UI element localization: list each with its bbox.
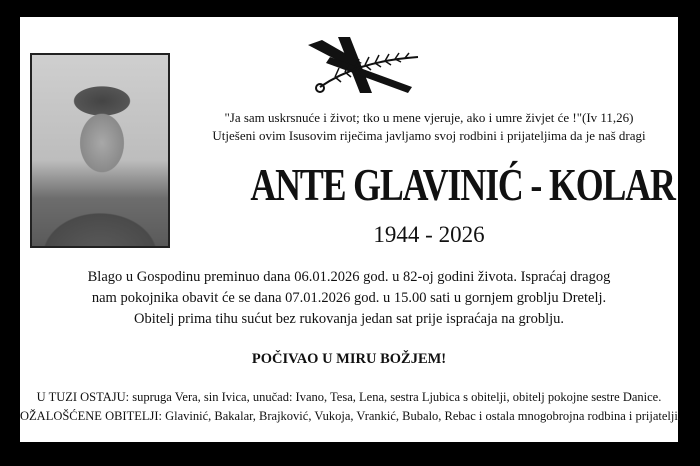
cross-with-palm-branch-icon — [300, 35, 420, 97]
body-line: Blago u Gospodinu preminuo dana 06.01.2026 god. u 82-oj godini života. Ispraćaj dragog — [87, 269, 611, 285]
obituary-card — [20, 17, 681, 442]
announcement-line: Utješeni ovim Isusovim riječima javljamo svoj rodbini i prijateljima da je naš dragi — [212, 128, 646, 143]
mourners-relatives: OŽALOŠĆENE OBITELJI: Glavinić, Bakalar, Brajković, Vukoja, Vrankić, Bubalo, Rebac i ostala mnogobrojna rodbina i prijatelji. — [20, 409, 681, 423]
quote-line: "Ja sam uskrsnuće i život; tko u mene vjeruje, ako i umre živjet će !"(Iv 11,26) — [224, 110, 634, 125]
rest-in-peace: POČIVAO U MIRU BOŽJEM! — [251, 351, 447, 367]
life-years: 1944 - 2026 — [373, 222, 485, 247]
mourners-family: U TUZI OSTAJU: supruga Vera, sin Ivica, unučad: Ivano, Tesa, Lena, sestra Ljubica s obitelji, obitelj pokojne sestre Danice. — [36, 390, 662, 404]
bible-quote — [180, 109, 678, 145]
mourners-list — [20, 388, 681, 426]
deceased-portrait — [30, 53, 170, 248]
body-line: Obitelj prima tihu sućut bez rukovanja jedan sat prije ispraćaja na groblju. — [133, 311, 565, 327]
notice-body — [60, 267, 638, 330]
body-line: nam pokojnika obavit će se dana 07.01.2026 god. u 15.00 sati u gornjem groblju Dretelj. — [91, 290, 607, 306]
deceased-name: ANTE GLAVINIĆ - KOLAR — [250, 159, 675, 210]
